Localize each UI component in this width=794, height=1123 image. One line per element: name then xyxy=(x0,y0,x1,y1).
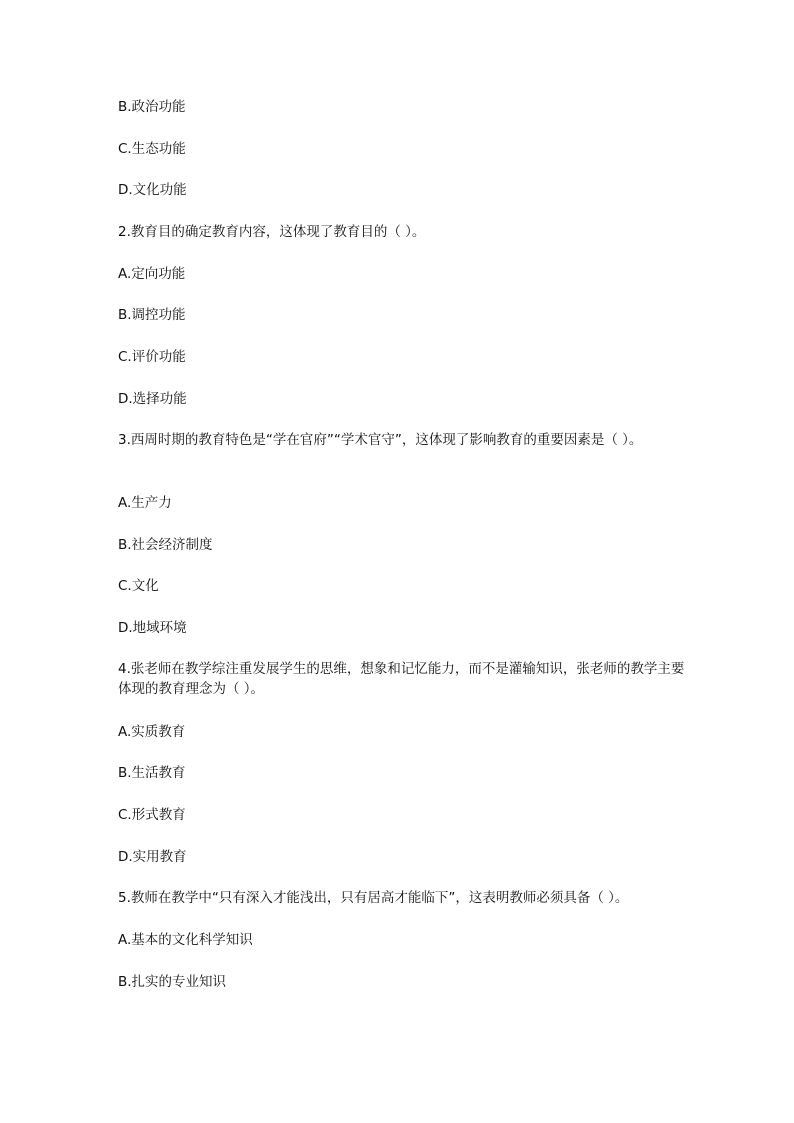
q5-option-a: A.基本的文化科学知识 xyxy=(118,932,253,948)
q4-option-c: C.形式教育 xyxy=(118,807,186,823)
q5-option-b: B.扎实的专业知识 xyxy=(118,974,227,990)
question-4: 4.张老师在教学综注重发展学生的思维，想象和记忆能力，而不是灌输知识，张老师的教学主要体现的教育理念为（ ）。 xyxy=(118,661,685,697)
q2-option-d: D.选择功能 xyxy=(118,391,187,407)
q4-option-d: D.实用教育 xyxy=(118,849,187,865)
question-2: 2.教育目的确定教育内容，这体现了教育目的（ ）。 xyxy=(118,224,426,240)
option-d-cultural: D.文化功能 xyxy=(118,182,187,198)
q2-option-a: A.定向功能 xyxy=(118,266,186,282)
q4-option-b: B.生活教育 xyxy=(118,765,186,781)
option-b-political: B.政治功能 xyxy=(118,99,186,115)
q3-option-d: D.地域环境 xyxy=(118,620,187,636)
q4-option-a: A.实质教育 xyxy=(118,724,186,740)
q3-option-a: A.生产力 xyxy=(118,495,172,511)
question-5: 5.教师在教学中“只有深入才能浅出，只有居高才能临下”，这表明教师必须具备（ ）。 xyxy=(118,890,629,906)
question-3: 3.西周时期的教育特色是“学在官府”“学术官守”，这体现了影响教育的重要因素是（ ）。 xyxy=(118,432,643,448)
option-c-ecological: C.生态功能 xyxy=(118,141,186,157)
q2-option-b: B.调控功能 xyxy=(118,307,186,323)
q3-option-c: C.文化 xyxy=(118,578,159,594)
q2-option-c: C.评价功能 xyxy=(118,349,186,365)
q3-option-b: B.社会经济制度 xyxy=(118,537,213,553)
